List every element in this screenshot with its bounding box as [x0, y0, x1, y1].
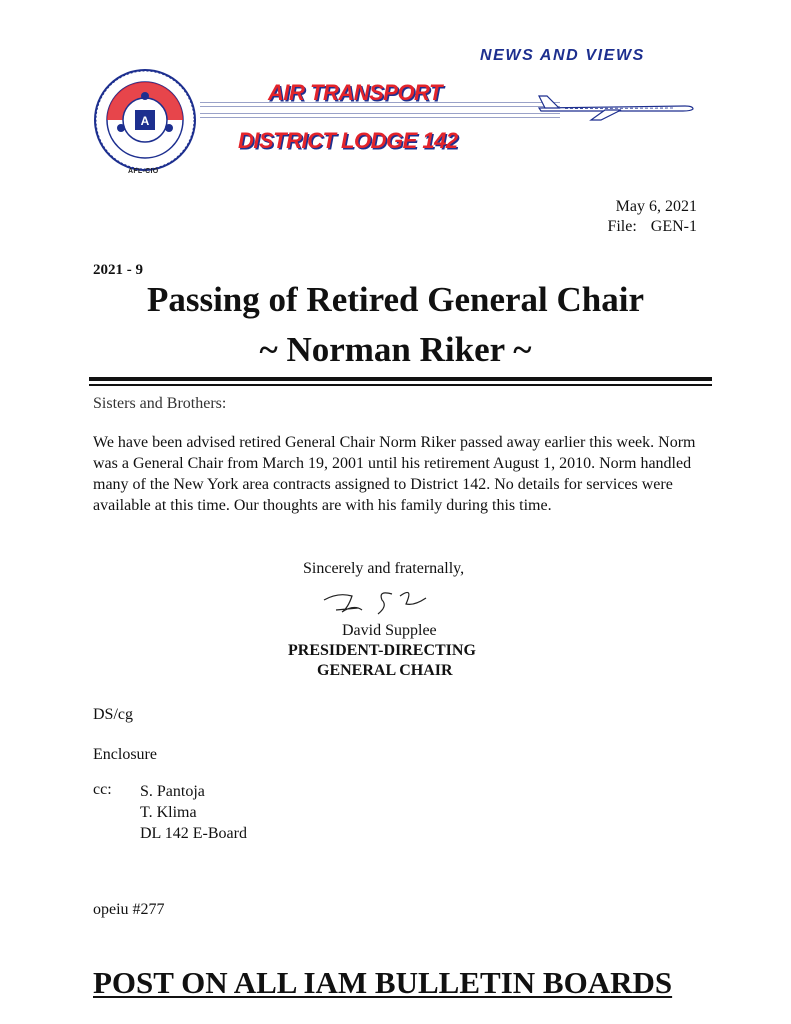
handwritten-signature — [318, 582, 450, 626]
cc-recipient: T. Klima — [140, 804, 197, 821]
cc-recipient: DL 142 E-Board — [140, 825, 247, 842]
letter-date: May 6, 2021 — [615, 198, 697, 215]
typist-initials: DS/cg — [93, 706, 133, 723]
bulletin-number: 2021 - 9 — [93, 262, 143, 278]
file-value: GEN-1 — [650, 218, 697, 235]
cc-label: cc: — [93, 781, 112, 798]
afl-cio-label: AFL-CIO — [128, 168, 159, 175]
title-divider — [89, 377, 712, 386]
letter-body: We have been advised retired General Chair Norm Riker passed away earlier this week. Norm was a General Chair from March 19, 2001 until his retirement August 1, 2010. Norm handled many of the New York area contracts assigned to District 142. No details for services were available at this time. Our thoughts are with his family during this time. — [93, 434, 696, 514]
news-and-views-heading: NEWS AND VIEWS — [480, 47, 645, 64]
signer-name: David Supplee — [342, 622, 437, 639]
union-code: opeiu #277 — [93, 901, 165, 918]
svg-text:A: A — [140, 114, 150, 128]
closing: Sincerely and fraternally, — [303, 560, 465, 577]
signer-title: GENERAL CHAIR — [317, 662, 453, 679]
file-reference — [607, 218, 697, 236]
page-subtitle: ~ Norman Riker ~ — [259, 330, 532, 369]
enclosure-note: Enclosure — [93, 746, 157, 763]
district-lodge-heading: DISTRICT LODGE 142 — [238, 128, 458, 153]
airplane-icon — [535, 90, 695, 122]
salutation: Sisters and Brothers: — [93, 395, 227, 412]
header-stripe — [200, 113, 560, 118]
iam-seal-logo — [93, 68, 197, 172]
file-label: File: — [607, 218, 637, 235]
cc-recipient: S. Pantoja — [140, 783, 205, 800]
page-title: Passing of Retired General Chair — [146, 280, 645, 319]
signer-title: PRESIDENT-DIRECTING — [288, 642, 476, 659]
cc-list — [140, 781, 247, 844]
posting-notice: POST ON ALL IAM BULLETIN BOARDS — [93, 965, 673, 1000]
air-transport-heading: AIR TRANSPORT — [268, 80, 442, 105]
